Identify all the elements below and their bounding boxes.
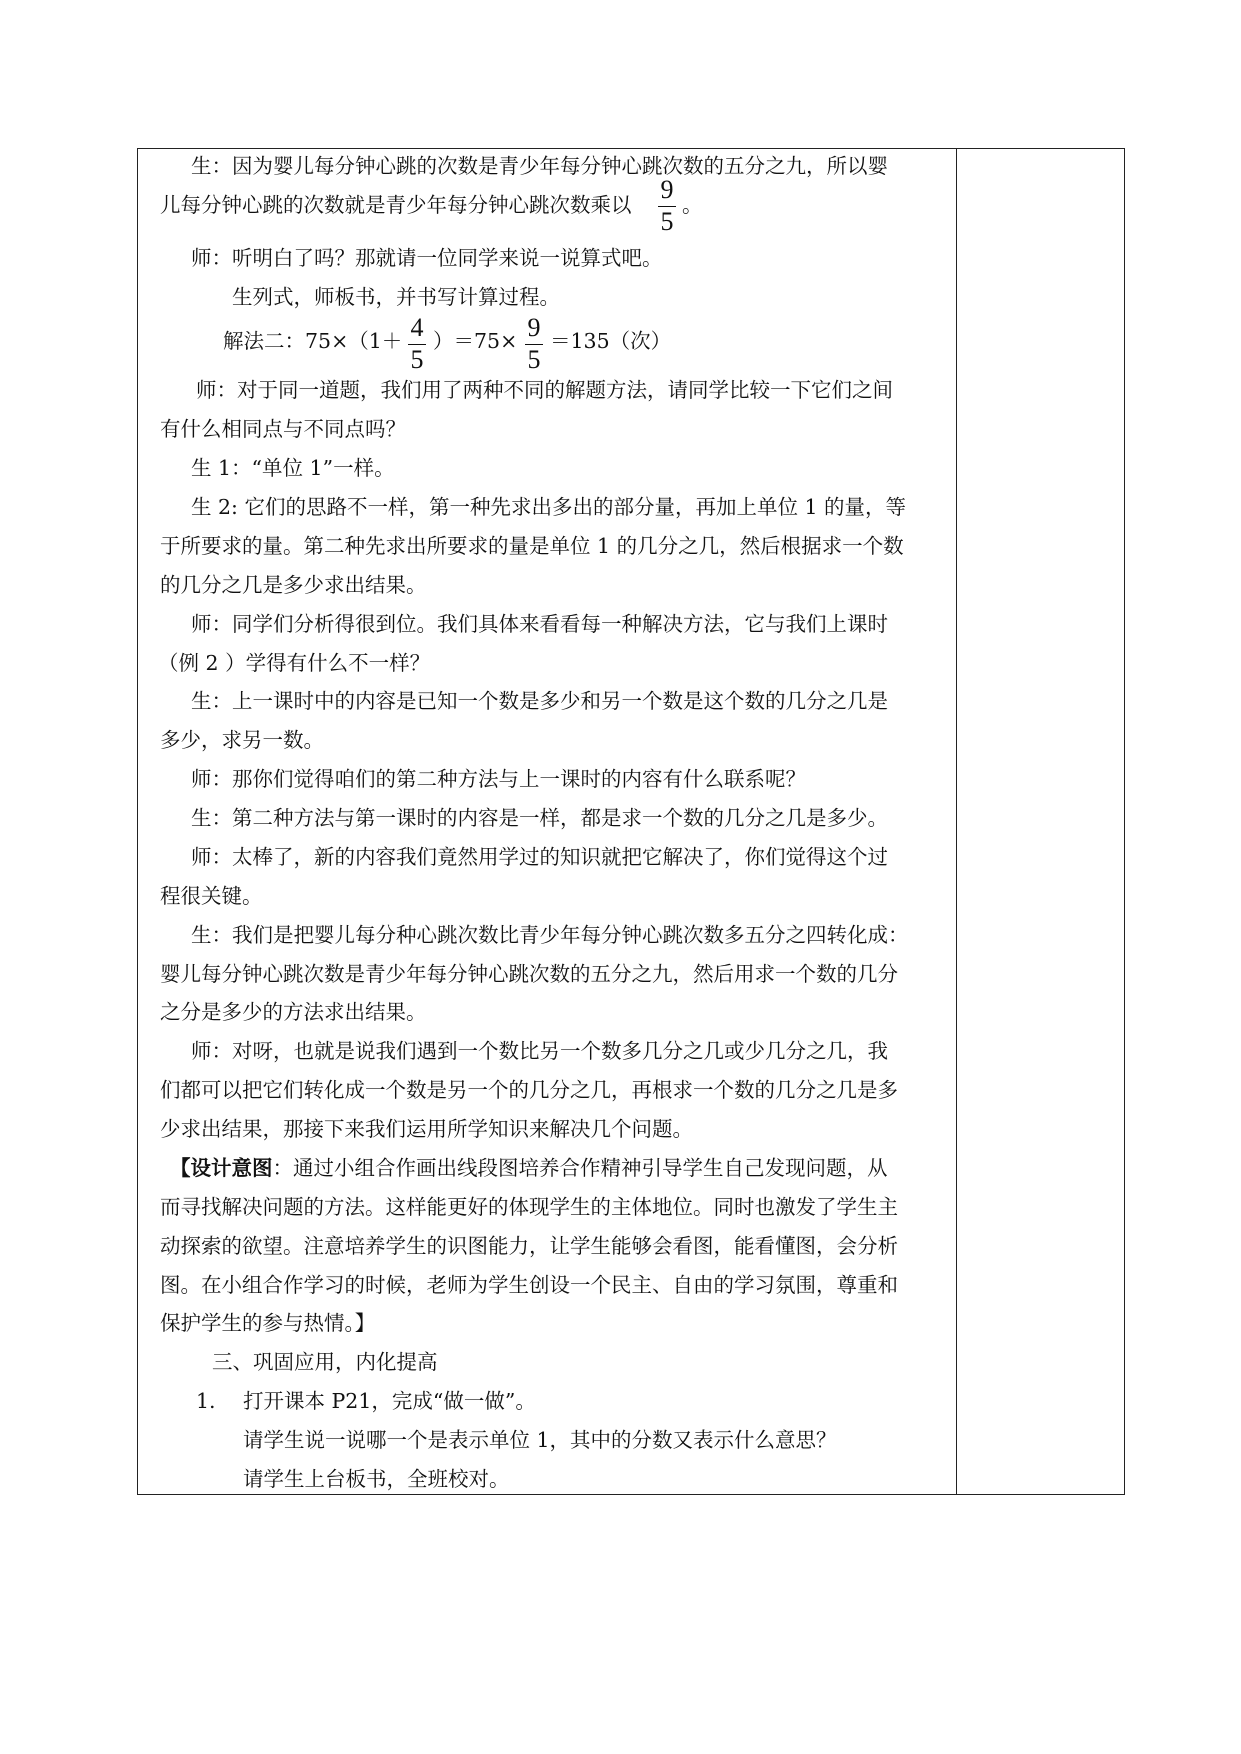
text-line: 生 2: 它们的思路不一样，第一种先求出多出的部分量，再加上单位 1 的量，等 — [191, 495, 907, 520]
fraction-four-fifths: 4 5 — [408, 315, 426, 373]
text-line: 师：同学们分析得很到位。我们具体来看看每一种解决方法，它与我们上课时 — [191, 611, 888, 636]
text-line: 图。在小组合作学习的时候，老师为学生创设一个民主、自由的学习氛围，尊重和 — [160, 1272, 898, 1297]
text-line: 师：那你们觉得咱们的第二种方法与上一课时的内容有什么联系呢？ — [191, 767, 806, 792]
text-line: 。 — [682, 192, 703, 217]
text-line: 动探索的欲望。注意培养学生的识图能力，让学生能够会看图，能看懂图，会分析 — [160, 1233, 898, 1258]
formula-part: 解法二：75×（1＋ — [223, 328, 403, 353]
text-line: 少求出结果，那接下来我们运用所学知识来解决几个问题。 — [160, 1117, 693, 1142]
text-line: 于所要求的量。第二种先求出所要求的量是单位 1 的几分之几，然后根据求一个数 — [160, 533, 904, 558]
text-line: 生 1：“单位 1”一样。 — [191, 456, 395, 481]
text-line: 师：对呀，也就是说我们遇到一个数比另一个数多几分之几或少几分之几，我 — [191, 1039, 888, 1064]
column-divider — [956, 149, 957, 1494]
text-line: 生：第二种方法与第一课时的内容是一样，都是求一个数的几分之几是多少。 — [191, 806, 888, 831]
text-line: 打开课本 P21，完成“做一做”。 — [243, 1389, 536, 1414]
text-line: 生：上一课时中的内容是已知一个数是多少和另一个数是这个数的几分之几是 — [191, 689, 888, 714]
text-line: （例 2 ）学得有什么不一样？ — [158, 650, 431, 675]
list-number: 1. — [196, 1389, 216, 1414]
design-intent-heading: 【设计意图：通过小组合作画出线段图培养合作精神引导学生自己发现问题，从 — [170, 1155, 888, 1180]
text-line: 婴儿每分钟心跳次数是青少年每分钟心跳次数的五分之九，然后用求一个数的几分 — [160, 961, 898, 986]
text-line: 师：太棒了，新的内容我们竟然用学过的知识就把它解决了，你们觉得这个过 — [191, 844, 888, 869]
fraction-nine-fifths: 9 5 — [658, 177, 676, 235]
section-heading: 三、巩固应用，内化提高 — [212, 1350, 438, 1375]
text-line: 们都可以把它们转化成一个数是另一个的几分之几，再根求一个数的几分之几是多 — [160, 1078, 898, 1103]
text-line: 保护学生的参与热情。】 — [160, 1311, 376, 1336]
text-line: 有什么相同点与不同点吗？ — [160, 417, 406, 442]
text-line: 师：听明白了吗？那就请一位同学来说一说算式吧。 — [191, 245, 663, 270]
text-line: 请学生上台板书，全班校对。 — [243, 1467, 510, 1491]
formula-part: ＝135（次） — [550, 328, 672, 353]
text-line: 多少，求另一数。 — [160, 728, 324, 753]
text-line: 之分是多少的方法求出结果。 — [160, 1000, 427, 1025]
text-line: 程很关键。 — [160, 883, 263, 908]
text-line: 的几分之几是多少求出结果。 — [160, 572, 427, 597]
text-line: 生列式，师板书，并书写计算过程。 — [232, 284, 560, 309]
text-line: 师：对于同一道题，我们用了两种不同的解题方法，请同学比较一下它们之间 — [196, 378, 893, 403]
text-line: 儿每分钟心跳的次数就是青少年每分钟心跳次数乘以 — [160, 192, 632, 217]
fraction-nine-fifths-2: 9 5 — [525, 315, 543, 373]
notes-column — [958, 149, 1124, 1494]
text-line: 生：我们是把婴儿每分种心跳次数比青少年每分钟心跳次数多五分之四转化成： — [191, 922, 909, 947]
formula-part: ）＝75× — [433, 328, 518, 353]
text-line: 请学生说一说哪一个是表示单位 1，其中的分数又表示什么意思？ — [243, 1428, 837, 1453]
text-line: 而寻找解决问题的方法。这样能更好的体现学生的主体地位。同时也激发了学生主 — [160, 1194, 898, 1219]
text-line: 生：因为婴儿每分钟心跳的次数是青少年每分钟心跳次数的五分之九，所以婴 — [191, 154, 888, 178]
